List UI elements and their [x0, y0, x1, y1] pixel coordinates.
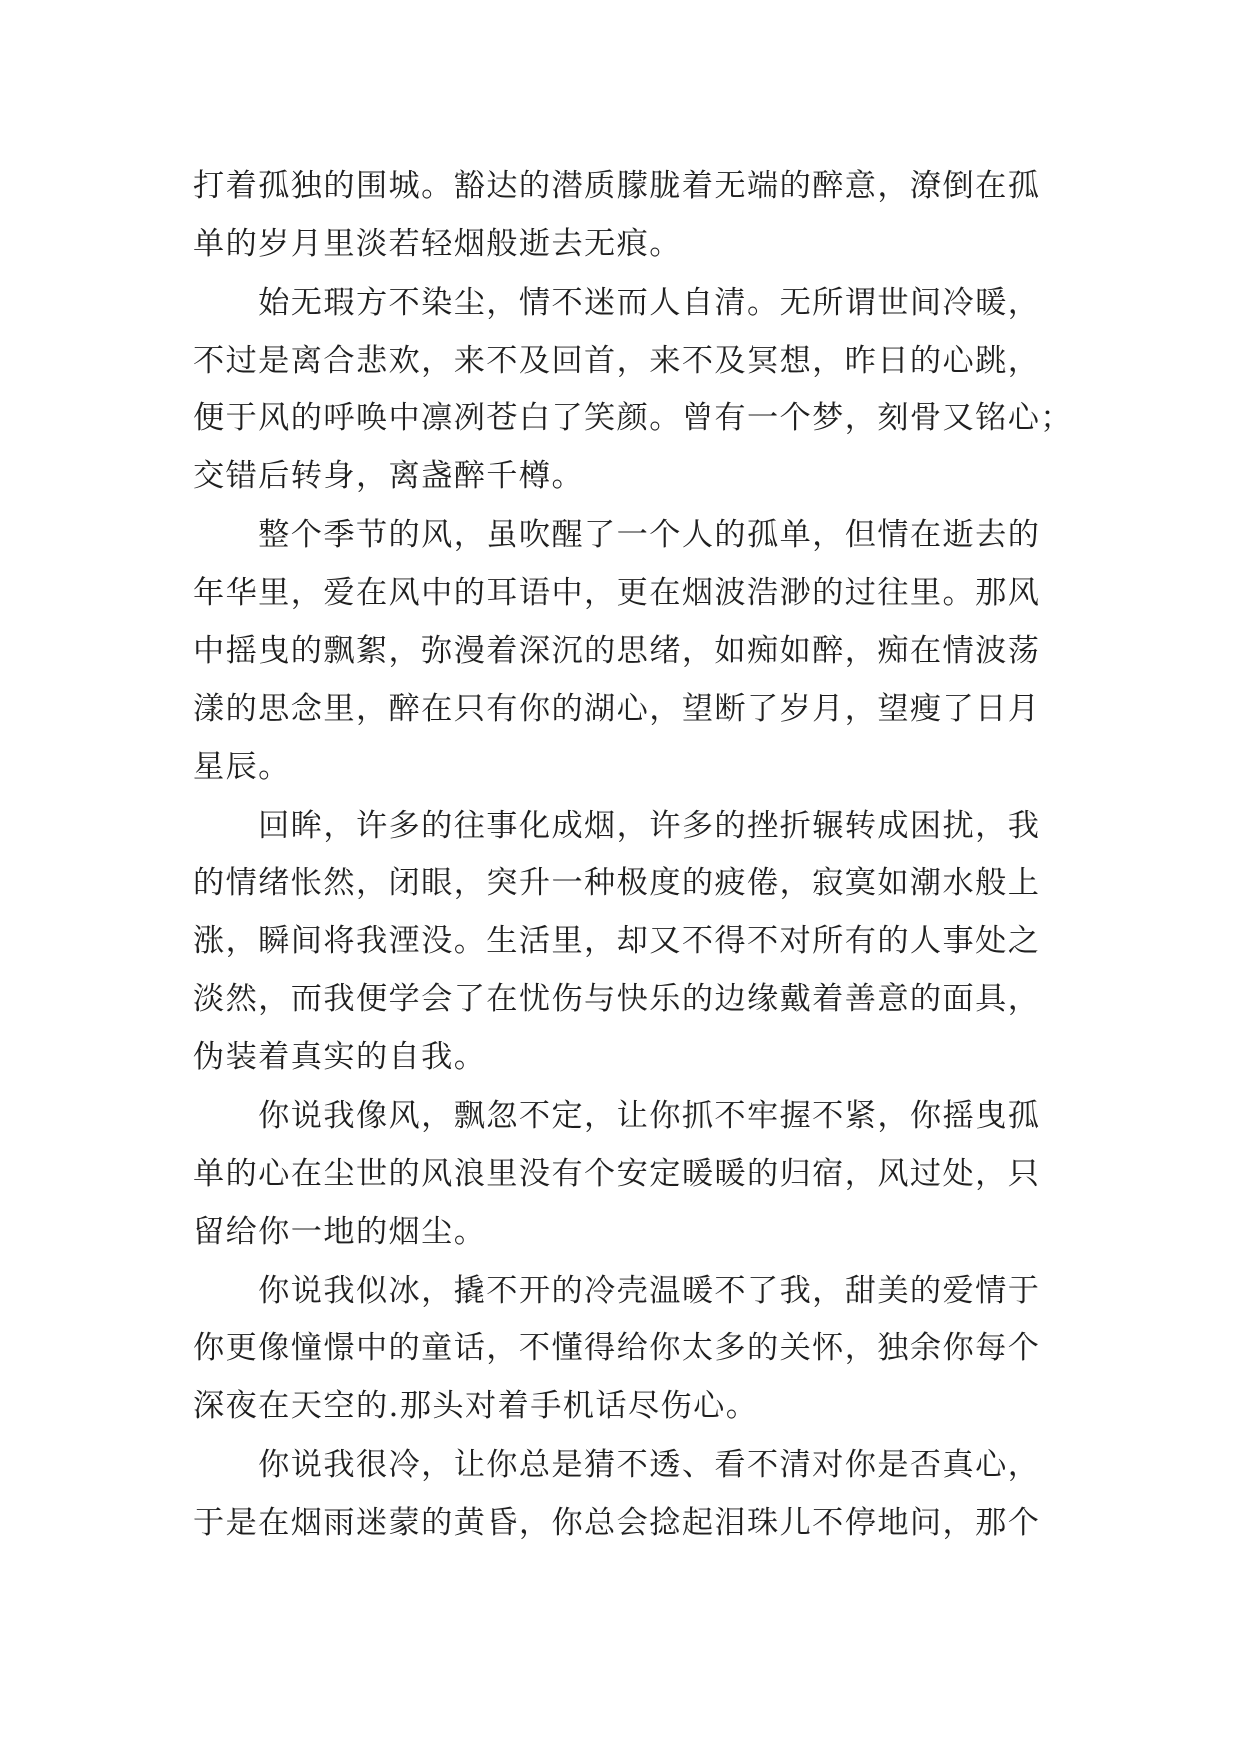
text-line: 涨，瞬间将我湮没。生活里，却又不得不对所有的人事处之: [193, 923, 1041, 960]
text-line: 单的岁月里淡若轻烟般逝去无痕。: [193, 225, 682, 262]
text-line: 的情绪怅然，闭眼，突升一种极度的疲倦，寂寞如潮水般上: [193, 865, 1041, 902]
paragraph: [193, 1437, 1059, 1553]
text-line: 打着孤独的围城。豁达的潜质朦胧着无端的醉意，潦倒在孤: [193, 168, 1041, 204]
paragraph: [193, 507, 1059, 796]
paragraph: [193, 798, 1059, 1087]
text-line: 整个季节的风，虽吹醒了一个人的孤单，但情在逝去的: [193, 517, 1041, 554]
document-body: [193, 158, 1073, 1553]
text-line: 于是在烟雨迷蒙的黄昏，你总会捻起泪珠儿不停地问，那个: [193, 1505, 1041, 1542]
text-line: 不过是离合悲欢，来不及回首，来不及冥想，昨日的心跳，: [193, 342, 1041, 379]
text-line: 中摇曳的飘絮，弥漫着深沉的思绪，如痴如醉，痴在情波荡: [193, 632, 1041, 669]
text-line: 星辰。: [193, 748, 291, 785]
text-line: 回眸，许多的往事化成烟，许多的挫折辗转成困扰，我: [193, 807, 1041, 844]
text-line: 你更像憧憬中的童话，不懂得给你太多的关怀，独余你每个: [193, 1330, 1041, 1367]
paragraph: [193, 1088, 1059, 1261]
paragraph: [193, 158, 1059, 274]
paragraph: [193, 275, 1073, 506]
text-line: 交错后转身，离盏醉千樽。: [193, 458, 585, 495]
text-line: 你说我很冷，让你总是猜不透、看不清对你是否真心，: [193, 1447, 1041, 1484]
text-line: 伪装着真实的自我。: [193, 1038, 487, 1075]
text-line: 你说我似冰，撬不开的冷壳温暖不了我，甜美的爱情于: [193, 1272, 1041, 1309]
text-line: 便于风的呼唤中凛冽苍白了笑颜。曾有一个梦，刻骨又铭心；: [193, 400, 1073, 437]
text-line: 始无瑕方不染尘，情不迷而人自清。无所谓世间冷暖，: [193, 284, 1041, 321]
paragraph: [193, 1263, 1059, 1436]
text-line: 你说我像风，飘忽不定，让你抓不牢握不紧，你摇曳孤: [193, 1097, 1041, 1134]
text-line: 淡然，而我便学会了在忧伤与快乐的边缘戴着善意的面具，: [193, 981, 1041, 1018]
text-line: 单的心在尘世的风浪里没有个安定暖暖的归宿，风过处，只: [193, 1155, 1041, 1192]
text-line: 留给你一地的烟尘。: [193, 1213, 487, 1250]
text-line: 深夜在天空的.那头对着手机话尽伤心。: [193, 1388, 759, 1425]
text-line: 漾的思念里，醉在只有你的湖心，望断了岁月，望瘦了日月: [193, 690, 1041, 727]
text-line: 年华里，爱在风中的耳语中，更在烟波浩渺的过往里。那风: [193, 575, 1041, 612]
